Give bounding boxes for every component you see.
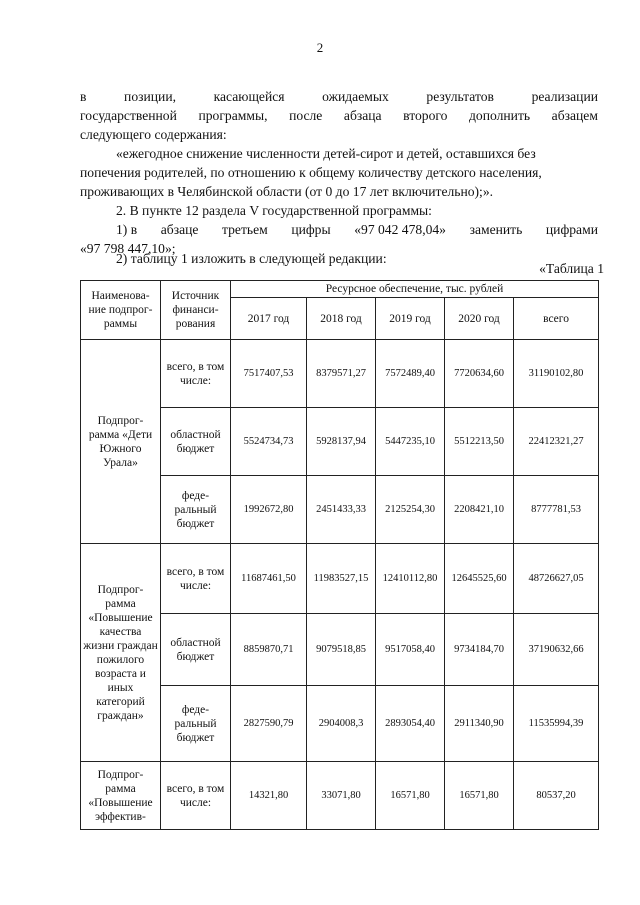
value-cell: 31190102,80 (514, 340, 599, 408)
program-name: Подпрог-рамма «Повышение качества жизни граждан пожилого возраста и иных категорий граждан» (81, 544, 161, 762)
value-cell: 2208421,10 (445, 476, 514, 544)
value-cell: 5512213,50 (445, 408, 514, 476)
source-cell: феде-ральный бюджет (161, 686, 231, 762)
value-cell: 11687461,50 (231, 544, 307, 614)
value-cell: 2904008,3 (307, 686, 376, 762)
value-cell: 37190632,66 (514, 614, 599, 686)
program-name: Подпрог-рамма «Повышение эффектив- (81, 762, 161, 830)
word: цифрами (545, 222, 598, 237)
source-cell: всего, в том числе: (161, 544, 231, 614)
word: второго (403, 108, 448, 123)
value-cell: 11983527,15 (307, 544, 376, 614)
value-cell: 11535994,39 (514, 686, 599, 762)
word: абзаца (343, 108, 382, 123)
word: третьем (222, 222, 268, 237)
value-cell: 2911340,90 (445, 686, 514, 762)
value-cell: 48726627,05 (514, 544, 599, 614)
value-cell: 7572489,40 (376, 340, 445, 408)
page-number: 2 (316, 40, 324, 55)
word: результатов (426, 89, 494, 104)
header-year: 2018 год (307, 298, 376, 340)
word: после (289, 108, 323, 123)
table-row (81, 544, 599, 614)
paragraph-line-1 (80, 88, 598, 106)
word: касающейся (213, 89, 285, 104)
header-source: Источник финанси-рования (161, 281, 231, 340)
word: программы, (198, 108, 268, 123)
source-cell: всего, в том числе: (161, 340, 231, 408)
value-cell: 9734184,70 (445, 614, 514, 686)
value-cell: 2451433,33 (307, 476, 376, 544)
value-cell: 16571,80 (445, 762, 514, 830)
value-cell: 7720634,60 (445, 340, 514, 408)
value-cell: 5524734,73 (231, 408, 307, 476)
value-cell: 14321,80 (231, 762, 307, 830)
paragraph-line-10: 2) таблицу 1 изложить в следующей редакции: (116, 251, 387, 266)
value-cell: 12645525,60 (445, 544, 514, 614)
value-cell: 2125254,30 (376, 476, 445, 544)
value-cell: 8379571,27 (307, 340, 376, 408)
value-cell: 22412321,27 (514, 408, 599, 476)
value-cell: 33071,80 (307, 762, 376, 830)
source-cell: феде-ральный бюджет (161, 476, 231, 544)
word: цифры (291, 222, 331, 237)
table-row (81, 340, 599, 408)
value-cell: 80537,20 (514, 762, 599, 830)
source-cell: всего, в том числе: (161, 762, 231, 830)
source-cell: областной бюджет (161, 614, 231, 686)
word: в (80, 89, 87, 104)
paragraph-line-2 (80, 107, 598, 125)
header-resource: Ресурсное обеспечение, тыс. рублей (231, 281, 599, 298)
source-cell: областной бюджет (161, 408, 231, 476)
paragraph-line-6: проживающих в Челябинской области (от 0 до 17 лет включительно);». (80, 184, 494, 199)
program-name: Подпрог-рамма «Дети Южного Урала» (81, 340, 161, 544)
value-cell: 9079518,85 (307, 614, 376, 686)
word: заменить (469, 222, 523, 237)
word: абзацем (551, 108, 598, 123)
value-cell: 8859870,71 (231, 614, 307, 686)
paragraph-line-5: попечения родителей, по отношению к общему количеству детского населения, (80, 165, 542, 180)
header-name: Наименова-ние подпрог-раммы (81, 281, 161, 340)
table-caption: «Таблица 1 (539, 261, 604, 276)
header-year: 2017 год (231, 298, 307, 340)
header-year: 2020 год (445, 298, 514, 340)
word: позиции, (124, 89, 176, 104)
value-cell: 5447235,10 (376, 408, 445, 476)
paragraph-line-9: «97 798 447,10»; (80, 241, 176, 256)
value-cell: 12410112,80 (376, 544, 445, 614)
value-cell: 9517058,40 (376, 614, 445, 686)
value-cell: 1992672,80 (231, 476, 307, 544)
header-year: 2019 год (376, 298, 445, 340)
paragraph-line-4: «ежегодное снижение численности детей-сирот и детей, оставшихся без (116, 146, 536, 161)
paragraph-line-3: следующего содержания: (80, 127, 227, 142)
table-row (81, 762, 599, 830)
value-cell: 8777781,53 (514, 476, 599, 544)
value-cell: 2893054,40 (376, 686, 445, 762)
word: дополнить (469, 108, 531, 123)
word: государственной (80, 108, 177, 123)
header-total: всего (514, 298, 599, 340)
paragraph-line-8 (116, 221, 598, 239)
word: реализации (531, 89, 598, 104)
paragraph-line-7: 2. В пункте 12 раздела V государственной программы: (116, 203, 432, 218)
word: «97 042 478,04» (354, 222, 446, 237)
word: ожидаемых (322, 89, 389, 104)
word: абзаце (160, 222, 199, 237)
value-cell: 5928137,94 (307, 408, 376, 476)
value-cell: 2827590,79 (231, 686, 307, 762)
value-cell: 16571,80 (376, 762, 445, 830)
resource-table (80, 280, 599, 830)
value-cell: 7517407,53 (231, 340, 307, 408)
word: 1) в (116, 222, 138, 237)
